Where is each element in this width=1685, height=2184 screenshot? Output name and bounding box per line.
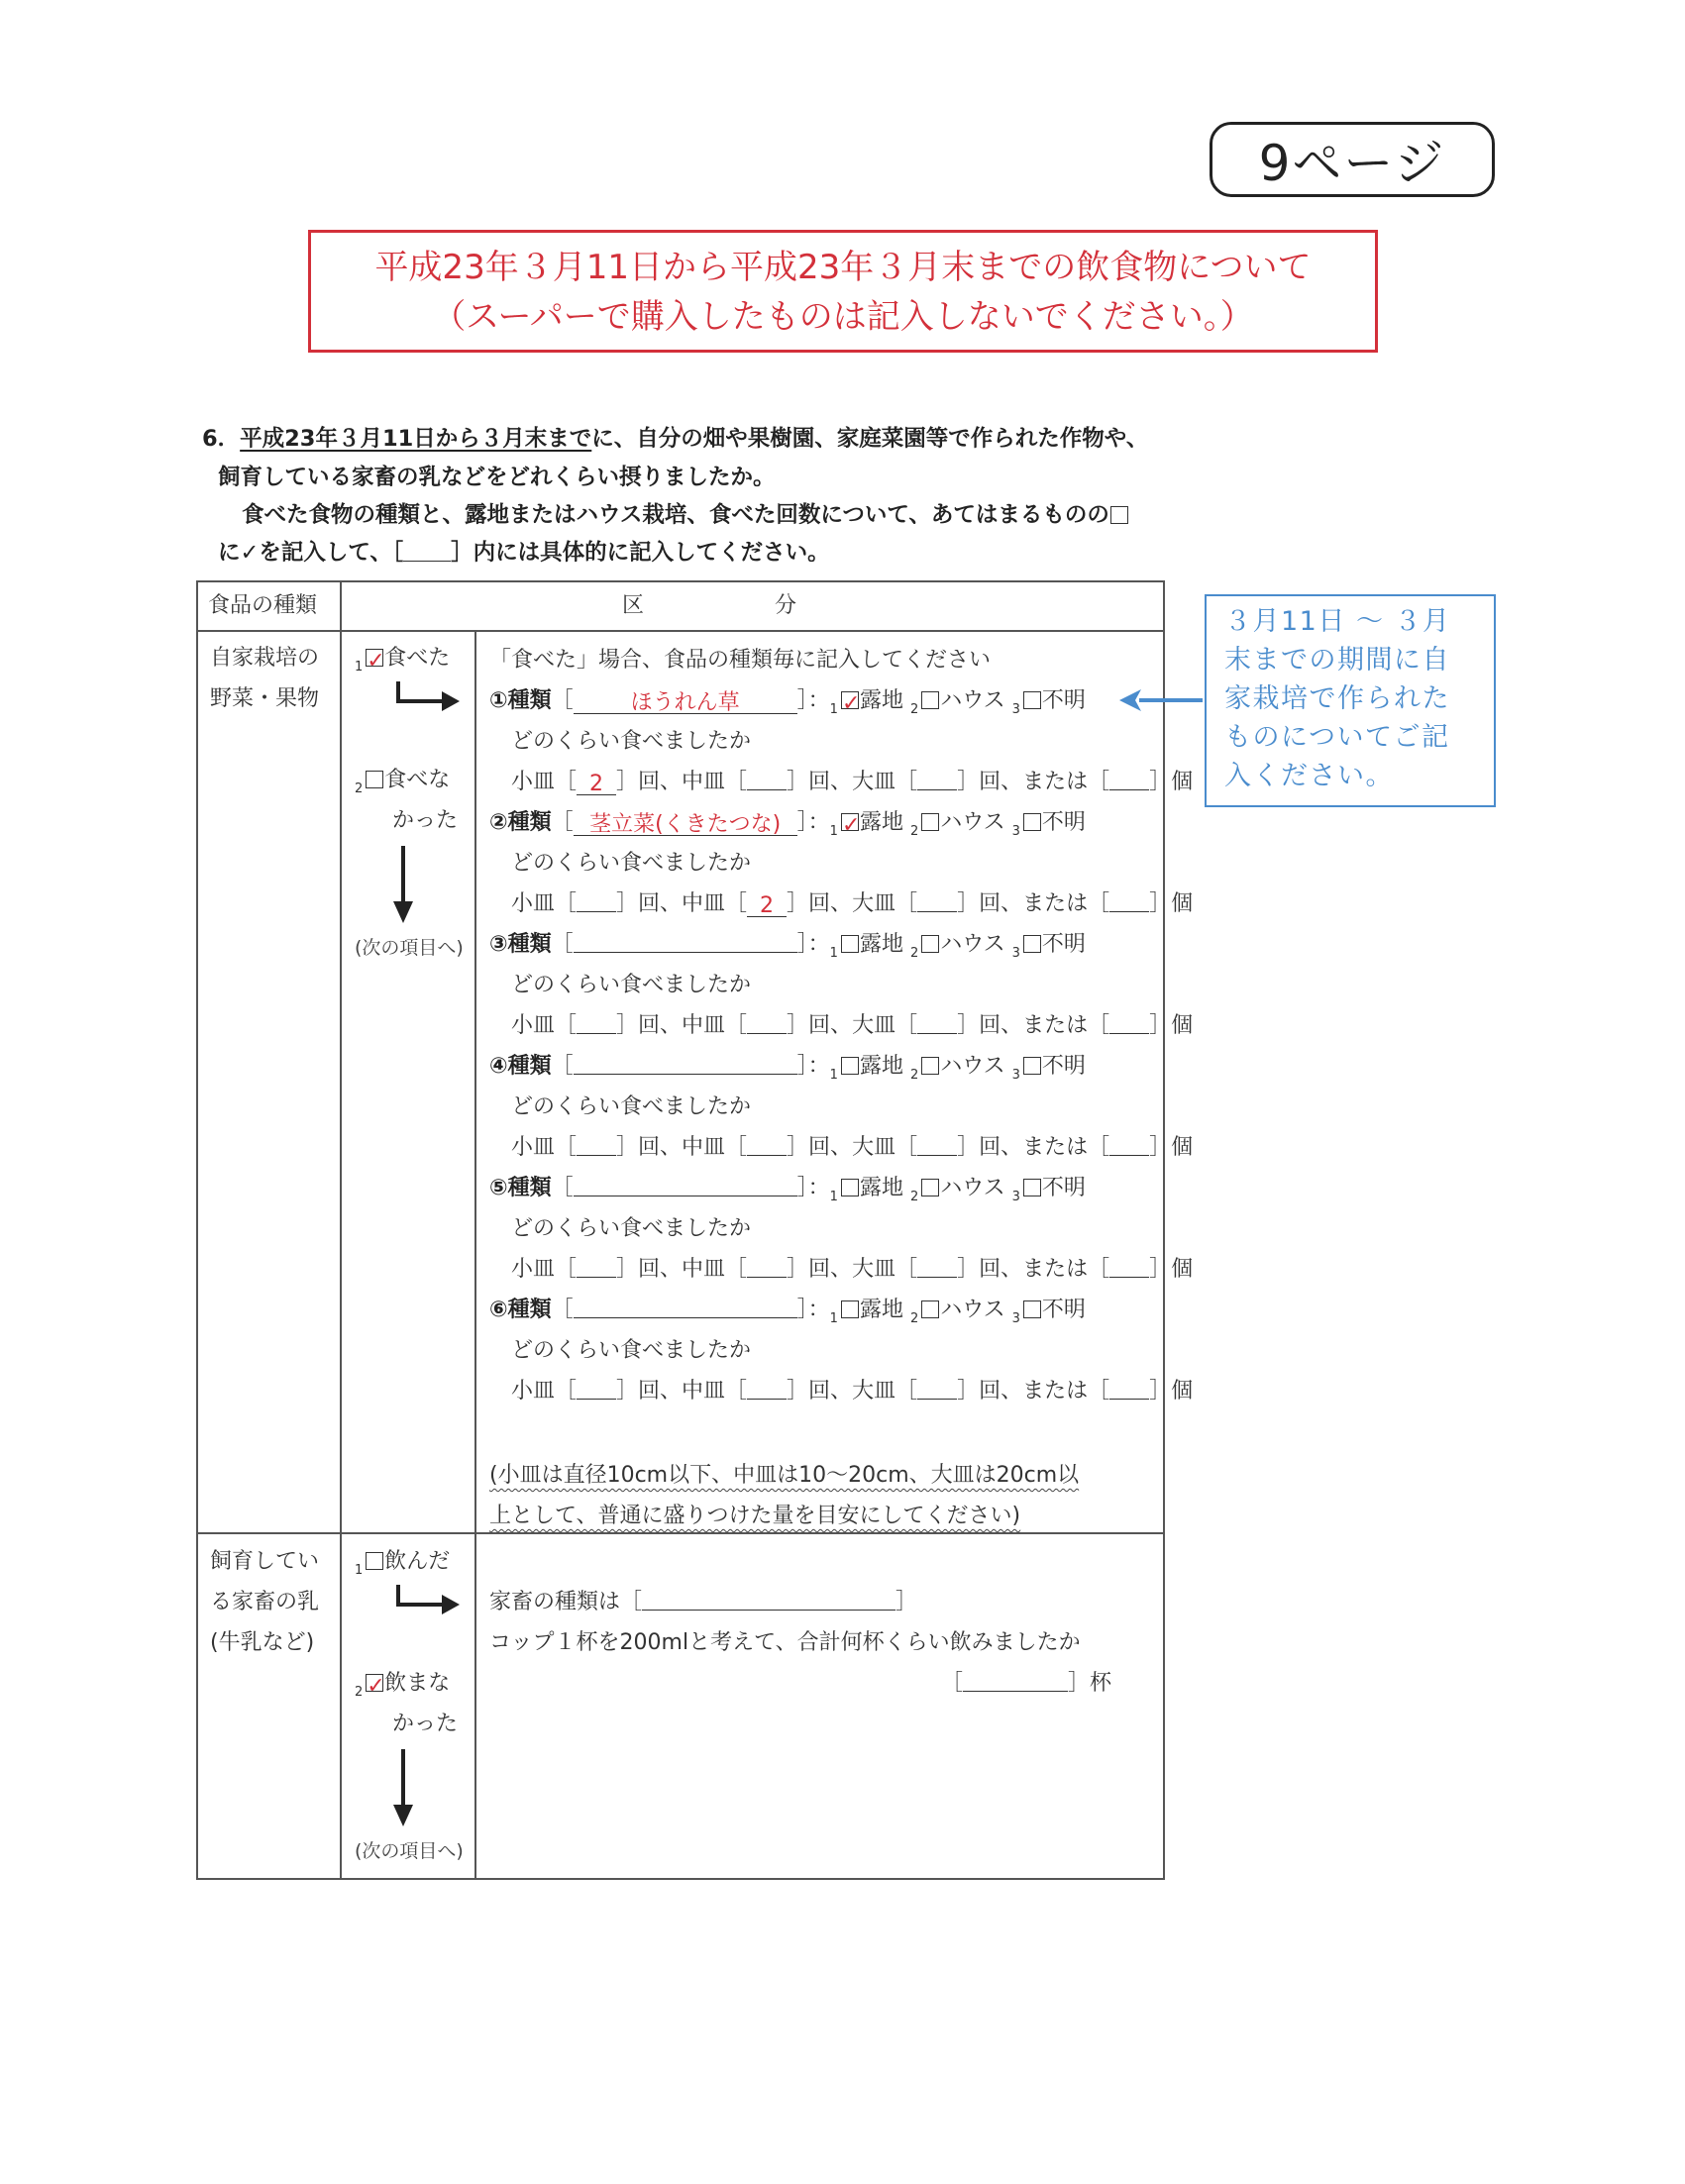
- count-field[interactable]: [1109, 1377, 1149, 1400]
- checkbox-icon[interactable]: [1023, 1300, 1041, 1318]
- medium-plate-label: 中皿［: [682, 770, 748, 794]
- milk-category-line1: 飼育してい: [210, 1549, 320, 1574]
- bracket-close: ］：: [796, 810, 830, 835]
- large-plate-field[interactable]: [917, 1255, 957, 1278]
- veg-item-number: ③種類: [489, 932, 552, 957]
- spacer: [1005, 1298, 1012, 1322]
- option-not-drank-label-b: かった: [392, 1712, 459, 1736]
- bracket-open: ［: [551, 810, 574, 835]
- small-plate-field[interactable]: [577, 1011, 616, 1034]
- spacer: [1005, 810, 1012, 835]
- column-divider-2: [474, 632, 476, 1880]
- or-label: または［: [1022, 1135, 1110, 1160]
- unknown-label: 不明: [1041, 688, 1086, 713]
- option-number: 1: [829, 1311, 838, 1326]
- header-food-type: 食品の種類: [208, 593, 318, 618]
- veg-item-plates-row: [511, 1127, 1193, 1168]
- checkbox-icon[interactable]: [366, 771, 383, 788]
- bracket-close: ］：: [796, 1054, 830, 1079]
- option-number: 2: [355, 1685, 364, 1700]
- question-line1: [202, 419, 1193, 459]
- medium-plate-field[interactable]: [747, 1133, 787, 1156]
- option-number: 1: [829, 1190, 838, 1204]
- livestock-type-field[interactable]: [642, 1588, 895, 1611]
- down-arrow-icon: [390, 1747, 416, 1828]
- veg-item-how-much: どのくらい食べましたか: [511, 973, 752, 997]
- count-field[interactable]: [1109, 768, 1149, 790]
- house-label: ハウス: [940, 1176, 1005, 1200]
- checkbox-icon[interactable]: [366, 1552, 383, 1570]
- or-label: または［: [1022, 1257, 1110, 1282]
- or-label: または［: [1022, 770, 1110, 794]
- checkbox-icon[interactable]: [841, 1300, 859, 1318]
- livestock-type-label: 家畜の種類は［: [489, 1590, 643, 1614]
- large-plate-field[interactable]: [917, 1011, 957, 1034]
- spacer: [1005, 1176, 1012, 1200]
- or-label: または［: [1022, 1379, 1110, 1404]
- spacer: [1005, 932, 1012, 957]
- small-plate-field[interactable]: [577, 1133, 616, 1156]
- option-number: 1: [355, 1563, 364, 1578]
- spacer: [903, 1176, 910, 1200]
- spacer: [903, 1298, 910, 1322]
- bracket-open: ［: [551, 688, 574, 713]
- count-field[interactable]: [1109, 1133, 1149, 1156]
- house-label: ハウス: [940, 688, 1005, 713]
- veg-item-name-field[interactable]: [574, 1052, 797, 1075]
- bracket-open: ［: [551, 1298, 574, 1322]
- house-label: ハウス: [940, 1298, 1005, 1322]
- pieces-label: ］個: [1149, 891, 1194, 916]
- spacer: [1005, 1054, 1012, 1079]
- question-period: 平成23年３月11日から３月末まで: [240, 426, 592, 452]
- large-plate-label: 大皿［: [852, 1379, 918, 1404]
- large-plate-field[interactable]: [917, 1377, 957, 1400]
- count-field[interactable]: [1109, 889, 1149, 912]
- outdoor-label: 露地: [859, 810, 903, 835]
- option-number: 2: [909, 824, 919, 839]
- cups-unit: ］杯: [1068, 1671, 1112, 1696]
- checkbox-icon[interactable]: [841, 1057, 859, 1075]
- unknown-label: 不明: [1041, 1176, 1086, 1200]
- left-arrow-icon: [1117, 686, 1205, 714]
- veg-item-how-much: どのくらい食べましたか: [511, 1094, 752, 1119]
- bracket-open: ［: [551, 1054, 574, 1079]
- checkbox-icon[interactable]: [921, 935, 939, 953]
- times-label: ］回、: [616, 1257, 683, 1282]
- option-number: 2: [355, 781, 364, 796]
- bracket-close: ］：: [796, 688, 830, 713]
- veg-item-plates-row: [511, 1005, 1193, 1046]
- pieces-label: ］個: [1149, 1379, 1194, 1404]
- or-label: または［: [1022, 1013, 1110, 1038]
- plate-size-note-line2: 上として、普通に盛りつけた量を目安にしてください): [489, 1504, 1021, 1528]
- pieces-label: ］個: [1149, 1257, 1194, 1282]
- times-label: ］回、: [616, 1013, 683, 1038]
- option-number: 3: [1011, 1311, 1020, 1326]
- spacer: [903, 1054, 910, 1079]
- large-plate-field[interactable]: [917, 1133, 957, 1156]
- option-number: 1: [829, 946, 838, 961]
- checkbox-icon[interactable]: [921, 691, 939, 709]
- option-number: 1: [829, 702, 838, 717]
- medium-plate-label: 中皿［: [682, 1257, 748, 1282]
- question-line4-a: に✓を記入して、［: [218, 540, 404, 566]
- times-label: ］回、: [616, 1379, 683, 1404]
- checked-checkbox-icon[interactable]: [841, 813, 859, 831]
- veg-item-plates-row: [511, 884, 1193, 924]
- count-field[interactable]: [1109, 1011, 1149, 1034]
- times-label: ］回、: [957, 1257, 1023, 1282]
- option-not-ate-label-a: 食べな: [384, 768, 451, 792]
- cups-field[interactable]: [963, 1669, 1068, 1692]
- veg-item-kind-row: [489, 802, 1086, 843]
- large-plate-field[interactable]: [917, 889, 957, 912]
- veg-item-number: ④種類: [489, 1054, 552, 1079]
- times-label: ］回、: [957, 1013, 1023, 1038]
- callout-line3: 家栽培で作られた: [1224, 683, 1450, 714]
- checkbox-icon[interactable]: [921, 813, 939, 831]
- down-arrow-icon: [390, 844, 416, 925]
- house-label: ハウス: [940, 932, 1005, 957]
- veg-item-how-much: どのくらい食べましたか: [511, 851, 752, 876]
- checkbox-icon[interactable]: [1023, 935, 1041, 953]
- outdoor-label: 露地: [859, 932, 903, 957]
- times-label: ］回、: [787, 891, 853, 916]
- small-plate-field[interactable]: [577, 1377, 616, 1400]
- option-number: 2: [909, 702, 919, 717]
- milk-category-line2: る家畜の乳: [210, 1590, 320, 1614]
- unknown-label: 不明: [1041, 1298, 1086, 1322]
- times-label: ］回、: [787, 1257, 853, 1282]
- medium-plate-label: 中皿［: [682, 1379, 748, 1404]
- option-number: 2: [909, 1311, 919, 1326]
- large-plate-label: 大皿［: [852, 1257, 918, 1282]
- medium-plate-field[interactable]: 2: [747, 894, 787, 917]
- page-number-badge: 9ページ: [1210, 122, 1495, 197]
- medium-plate-field[interactable]: [747, 1011, 787, 1034]
- question-line4: [218, 533, 830, 572]
- callout-line4: ものについてご記: [1224, 722, 1450, 753]
- count-field[interactable]: [1109, 1255, 1149, 1278]
- cup-question: コップ１杯を200mlと考えて、合計何杯くらい飲みましたか: [489, 1630, 1081, 1655]
- checkbox-icon[interactable]: [921, 1300, 939, 1318]
- bracket-close: ］：: [796, 1176, 830, 1200]
- option-number: 2: [909, 1190, 919, 1204]
- large-plate-label: 大皿［: [852, 891, 918, 916]
- medium-plate-label: 中皿［: [682, 1013, 748, 1038]
- question-line1-rest: に、自分の畑や果樹園、家庭菜園等で作られた作物や、: [591, 426, 1149, 452]
- bracket-open: ［: [551, 932, 574, 957]
- next-item-label: (次の項目へ): [355, 1840, 464, 1862]
- header-category: 区 分: [622, 593, 797, 618]
- banner-line1: 平成23年３月11日から平成23年３月末までの飲食物について: [374, 248, 1312, 287]
- veg-item-name-field[interactable]: 茎立菜(くきたつな): [574, 813, 797, 836]
- times-label: ］回、: [957, 1379, 1023, 1404]
- veg-intro: 「食べた」場合、食品の種類毎に記入してください: [489, 648, 992, 673]
- small-plate-label: 小皿［: [511, 1379, 578, 1404]
- checked-checkbox-icon[interactable]: [841, 691, 859, 709]
- times-label: ］回、: [616, 770, 683, 794]
- option-not-drank-label-a: 飲まな: [384, 1671, 451, 1696]
- small-plate-label: 小皿［: [511, 770, 578, 794]
- veg-item-name-field[interactable]: [574, 930, 797, 953]
- outdoor-label: 露地: [859, 688, 903, 713]
- bracket-close: ］：: [796, 932, 830, 957]
- spacer: [903, 810, 910, 835]
- veg-item-kind-row: [489, 1168, 1086, 1208]
- option-ate-label: 食べた: [384, 646, 451, 671]
- veg-item-kind-row: [489, 924, 1086, 965]
- veg-item-plates-row: [511, 1371, 1193, 1411]
- checkbox-icon[interactable]: [1023, 813, 1041, 831]
- option-number: 1: [355, 660, 364, 675]
- house-label: ハウス: [940, 1054, 1005, 1079]
- option-number: 2: [909, 1068, 919, 1083]
- veg-item-number: ①種類: [489, 688, 552, 713]
- veg-item-kind-row: [489, 1290, 1086, 1330]
- option-number: 3: [1011, 946, 1020, 961]
- times-label: ］回、: [616, 1135, 683, 1160]
- times-label: ］回、: [787, 1013, 853, 1038]
- checkbox-icon[interactable]: [1023, 1057, 1041, 1075]
- pieces-label: ］個: [1149, 770, 1194, 794]
- column-divider-1: [340, 580, 342, 1880]
- veg-item-name-field[interactable]: [574, 1296, 797, 1318]
- large-plate-field[interactable]: [917, 768, 957, 790]
- medium-plate-label: 中皿［: [682, 891, 748, 916]
- outdoor-label: 露地: [859, 1298, 903, 1322]
- callout-box: [1205, 594, 1496, 807]
- callout-line2: 末までの期間に自: [1224, 645, 1450, 676]
- small-plate-label: 小皿［: [511, 1257, 578, 1282]
- question-line4-b: ］内には具体的に記入してください。: [451, 540, 830, 566]
- unknown-label: 不明: [1041, 932, 1086, 957]
- option-number: 3: [1011, 824, 1020, 839]
- option-number: 3: [1011, 1068, 1020, 1083]
- large-plate-label: 大皿［: [852, 1135, 918, 1160]
- veg-item-number: ②種類: [489, 810, 552, 835]
- unknown-label: 不明: [1041, 810, 1086, 835]
- times-label: ］回、: [787, 1379, 853, 1404]
- outdoor-label: 露地: [859, 1054, 903, 1079]
- checkbox-icon[interactable]: [1023, 1179, 1041, 1196]
- checked-checkbox-icon[interactable]: [366, 649, 383, 667]
- veg-item-number: ⑥種類: [489, 1298, 552, 1322]
- right-arrow-icon: [394, 1583, 464, 1616]
- veg-item-kind-row: [489, 680, 1086, 721]
- small-plate-field[interactable]: 2: [577, 773, 616, 795]
- livestock-type-row: 家畜の種類は［ ］: [489, 1590, 918, 1614]
- question-number: 6．: [202, 426, 241, 452]
- times-label: ］回、: [616, 891, 683, 916]
- checkbox-icon[interactable]: [921, 1179, 939, 1196]
- spacer: [903, 932, 910, 957]
- veg-item-how-much: どのくらい食べましたか: [511, 1338, 752, 1363]
- medium-plate-label: 中皿［: [682, 1135, 748, 1160]
- times-label: ］回、: [957, 891, 1023, 916]
- veg-item-how-much: どのくらい食べましたか: [511, 729, 752, 754]
- option-drank-label: 飲んだ: [384, 1549, 451, 1574]
- callout-line5: 入ください。: [1224, 761, 1394, 791]
- option-number: 3: [1011, 702, 1020, 717]
- checkbox-icon[interactable]: [921, 1057, 939, 1075]
- option-number: 2: [909, 946, 919, 961]
- checked-checkbox-icon[interactable]: [366, 1674, 383, 1692]
- outdoor-label: 露地: [859, 1176, 903, 1200]
- checkbox-icon: [1110, 506, 1128, 524]
- veg-category-line1: 自家栽培の: [210, 646, 320, 671]
- pieces-label: ］個: [1149, 1135, 1194, 1160]
- checkbox-icon[interactable]: [1023, 691, 1041, 709]
- medium-plate-field[interactable]: [747, 1377, 787, 1400]
- bracket-close: ］：: [796, 1298, 830, 1322]
- option-number: 1: [829, 1068, 838, 1083]
- pieces-label: ］個: [1149, 1013, 1194, 1038]
- spacer: [903, 688, 910, 713]
- small-plate-label: 小皿［: [511, 891, 578, 916]
- small-plate-field[interactable]: [577, 889, 616, 912]
- or-label: または［: [1022, 891, 1110, 916]
- question-line3: [242, 495, 1129, 535]
- example-blank: [403, 539, 451, 562]
- plate-size-note-line1: (小皿は直径10cm以下、中皿は10〜20cm、大皿は20cm以: [489, 1463, 1080, 1488]
- milk-category-line3: (牛乳など): [210, 1630, 315, 1655]
- house-label: ハウス: [940, 810, 1005, 835]
- times-label: ］回、: [787, 1135, 853, 1160]
- veg-category-line2: 野菜・果物: [210, 686, 320, 711]
- checkbox-icon[interactable]: [841, 935, 859, 953]
- cups-row: ［ ］杯: [941, 1671, 1112, 1696]
- veg-item-kind-row: [489, 1046, 1086, 1087]
- large-plate-label: 大皿［: [852, 770, 918, 794]
- veg-item-name-field[interactable]: [574, 1174, 797, 1196]
- medium-plate-field[interactable]: [747, 768, 787, 790]
- times-label: ］回、: [957, 1135, 1023, 1160]
- medium-plate-field[interactable]: [747, 1255, 787, 1278]
- checkbox-icon[interactable]: [841, 1179, 859, 1196]
- unknown-label: 不明: [1041, 1054, 1086, 1079]
- banner-line2: （スーパーで購入したものは記入しないでください。）: [432, 297, 1254, 337]
- option-number: 1: [829, 824, 838, 839]
- bracket-open: ［: [551, 1176, 574, 1200]
- callout-line1: ３月11日 〜 ３月: [1224, 606, 1451, 637]
- question-line3-text: 食べた食物の種類と、露地またはハウス栽培、食べた回数について、あてはまるものの: [242, 502, 1109, 528]
- right-arrow-icon: [394, 679, 464, 713]
- next-item-label: (次の項目へ): [355, 937, 464, 959]
- small-plate-label: 小皿［: [511, 1013, 578, 1038]
- header-divider: [196, 630, 1165, 632]
- option-not-ate-label-b: かった: [392, 808, 459, 833]
- times-label: ］回、: [957, 770, 1023, 794]
- veg-item-plates-row: [511, 1249, 1193, 1290]
- times-label: ］回、: [787, 770, 853, 794]
- small-plate-field[interactable]: [577, 1255, 616, 1278]
- veg-item-plates-row: [511, 762, 1193, 802]
- period-banner: [308, 230, 1378, 353]
- veg-item-number: ⑤種類: [489, 1176, 552, 1200]
- option-number: 3: [1011, 1190, 1020, 1204]
- spacer: [1005, 688, 1012, 713]
- large-plate-label: 大皿［: [852, 1013, 918, 1038]
- question-line2: 飼育している家畜の乳などをどれくらい摂りましたか。: [218, 465, 776, 490]
- veg-item-name-field[interactable]: ほうれん草: [574, 691, 797, 714]
- veg-item-how-much: どのくらい食べましたか: [511, 1216, 752, 1241]
- small-plate-label: 小皿［: [511, 1135, 578, 1160]
